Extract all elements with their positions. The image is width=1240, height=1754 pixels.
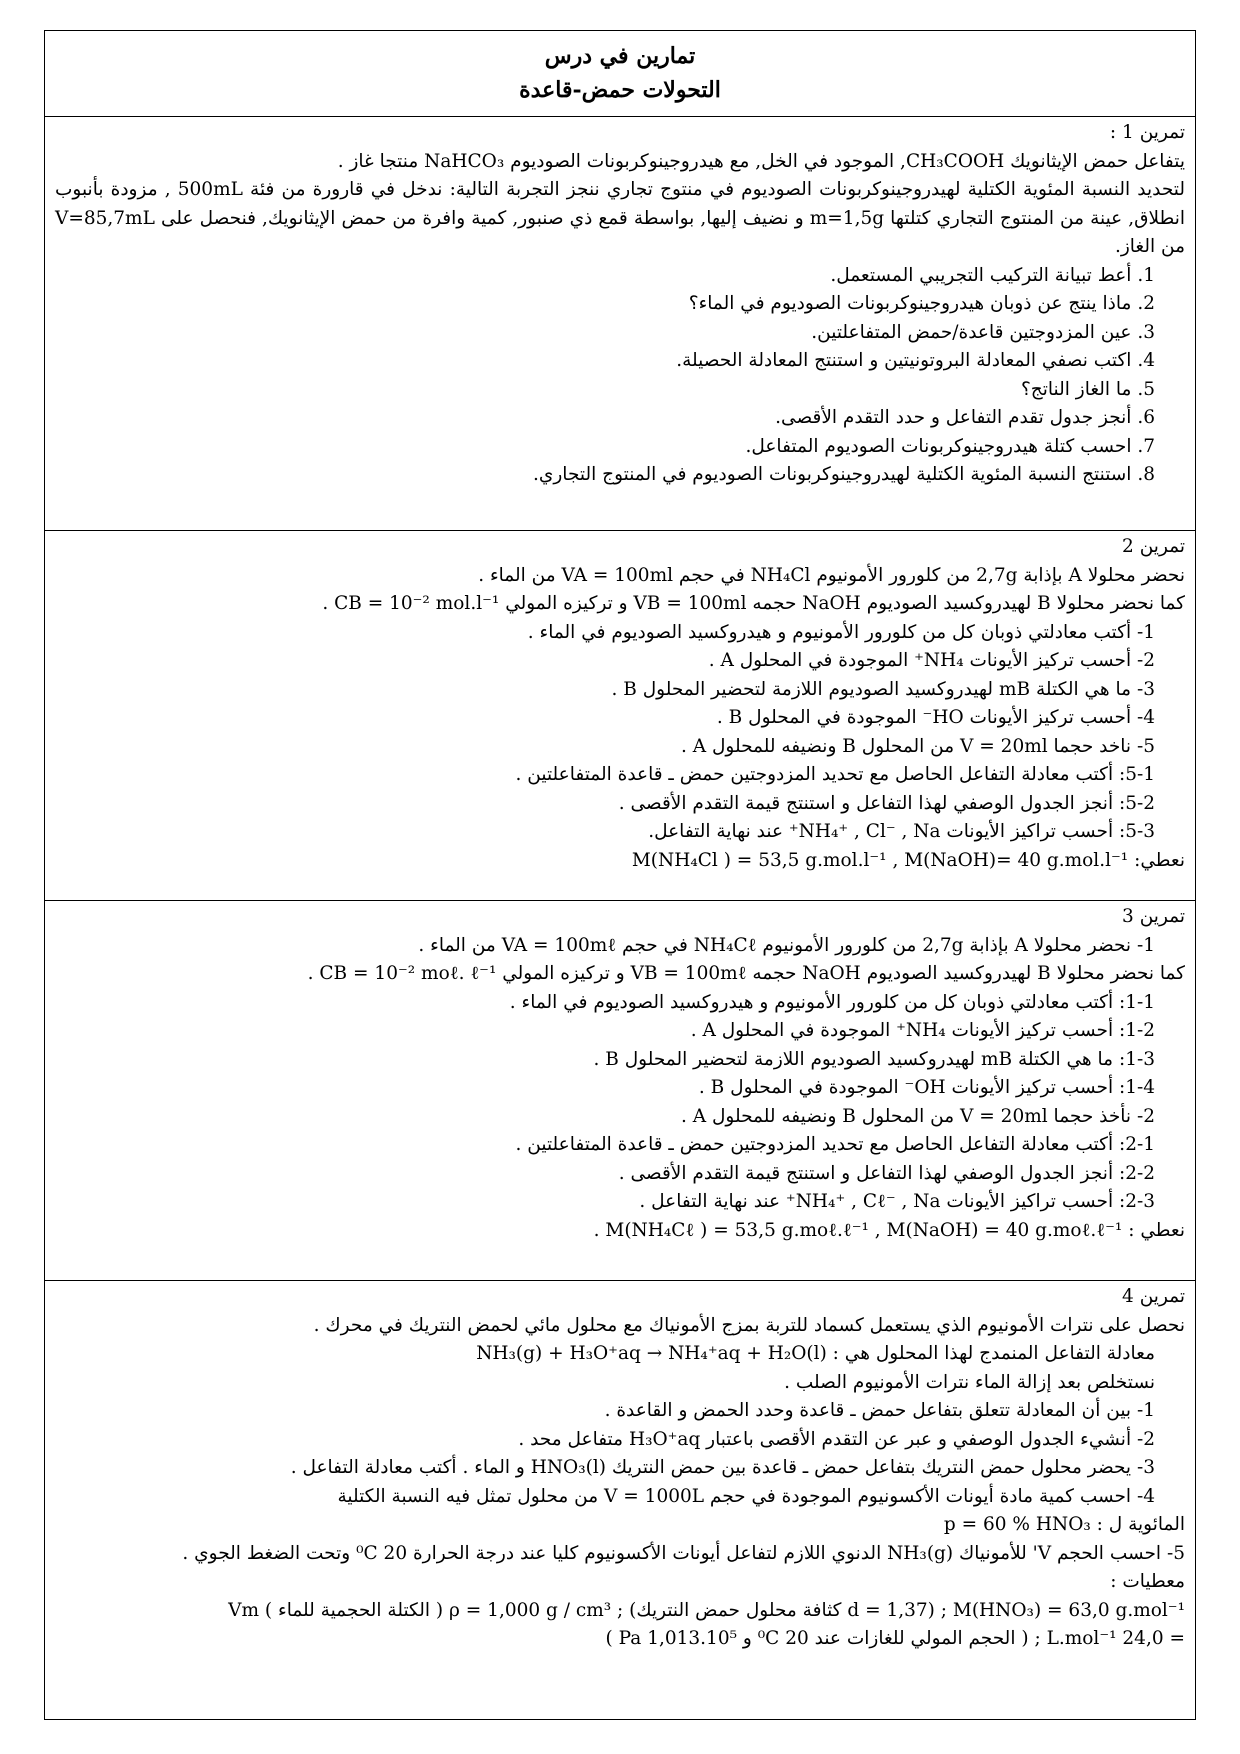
exercise-3-question: 1-1: أكتب معادلتي ذوبان كل من كلورور الأمونيوم و هيدروكسيد الصوديوم في الماء . bbox=[509, 991, 1155, 1013]
exercise-4-given-data: M(HNO₃) = 63,0 g.mol⁻¹ ; (d = 1,37 كثافة محلول حمض النتريك) ; ρ = 1,000 g / cm³ ( الكتلة الحجمية للماء ) Vm bbox=[228, 1599, 1185, 1621]
exercise-4-line: نحصل على نترات الأمونيوم الذي يستعمل كسماد للتربة بمزج الأمونياك مع محلول مائي لحمض النتريك في محرك . bbox=[313, 1314, 1185, 1336]
exercise-2-line: كما نحضر محلولا B لهيدروكسيد الصوديوم NaOH حجمه VB = 100ml و تركيزه المولي CB = 10⁻² mol.l⁻¹ . bbox=[322, 593, 1185, 614]
exercise-2-question: 2- أحسب تركيز الأيونات NH₄⁺ الموجودة في المحلول A . bbox=[708, 650, 1155, 671]
exercise-1-procedure: لتحديد النسبة المئوية الكتلية لهيدروجينوكربونات الصوديوم في منتوج تجاري ننجز التجربة التالية: ندخل في قارورة من فئة 500mL , مزودة بأنبوب انطلاق, عينة من المنتوج التجاري كتلتها m=1,5g و نضيف إليها, بواسطة قمع ذي صنبور, كمية وافرة من حمض الإيثانويك, فنحصل على V=85,7mL من الغاز. bbox=[55, 179, 1186, 257]
exercise-4 bbox=[45, 1281, 1195, 1721]
exercise-2-title: تمرين 2 bbox=[1122, 536, 1185, 557]
exercise-3-question: 2- نأخذ حجما V = 20ml من المحلول B ونضيفه للمحلول A . bbox=[680, 1105, 1155, 1127]
exercise-1-question: 5. ما الغاز الناتج؟ bbox=[1020, 378, 1155, 400]
exercise-2-question: 5-2: أنجز الجدول الوصفي لهذا التفاعل و استنتج قيمة التقدم الأقصى . bbox=[618, 792, 1155, 814]
exercise-4-question: 5- احسب الحجم V' للأمونياك NH₃(g) الدنوي اللازم لتفاعل أيونات الأكسونيوم كليا عند درجة الحرارة 20 ⁰C وتحت الضغط الجوي . bbox=[182, 1542, 1185, 1564]
exercise-4-line: نستخلص بعد إزالة الماء نترات الأمونيوم الصلب . bbox=[784, 1371, 1155, 1393]
exercise-1-question: 8. استنتج النسبة المئوية الكتلية لهيدروجينوكربونات الصوديوم في المنتوج التجاري. bbox=[533, 464, 1155, 485]
exercise-4-question: 1- بين أن المعادلة تتعلق بتفاعل حمض ـ قاعدة وحدد الحمض و القاعدة . bbox=[604, 1400, 1155, 1421]
exercise-1-title: تمرين 1 : bbox=[1109, 122, 1185, 143]
exercise-3-line: كما نحضر محلولا B لهيدروكسيد الصوديوم NaOH حجمه VB = 100mℓ و تركيزه المولي CB = 10⁻² moℓ. ℓ⁻¹ . bbox=[307, 963, 1185, 984]
document-frame bbox=[44, 30, 1196, 1720]
exercise-3-question: 2-2: أنجز الجدول الوصفي لهذا التفاعل و استنتج قيمة التقدم الأقصى . bbox=[618, 1162, 1155, 1184]
exercise-1-question: 3. عين المزدوجتين قاعدة/حمض المتفاعلتين. bbox=[811, 321, 1155, 343]
exercise-4-question: 2- أنشيء الجدول الوصفي و عبر عن التقدم الأقصى باعتبار H₃O⁺aq متفاعل محد . bbox=[518, 1428, 1155, 1450]
exercise-3-question: 1-2: أحسب تركيز الأيونات NH₄⁺ الموجودة في المحلول A . bbox=[690, 1020, 1155, 1041]
document-subtitle: التحولات حمض-قاعدة bbox=[519, 77, 721, 103]
exercise-4-equation: معادلة التفاعل المنمدج لهذا المحلول هي : NH₃(g) + H₃O⁺aq → NH₄⁺aq + H₂O(l) bbox=[476, 1343, 1155, 1364]
exercise-3-question: 2-3: أحسب تراكيز الأيونات NH₄⁺ , Cℓ⁻ , Na⁺ عند نهاية التفاعل . bbox=[639, 1191, 1155, 1212]
exercise-2 bbox=[45, 531, 1195, 901]
exercise-2-line: نحضر محلولا A بإذابة 2,7g من كلورور الأمونيوم NH₄Cl في حجم VA = 100ml من الماء . bbox=[478, 564, 1185, 586]
exercise-1-question: 4. اكتب نصفي المعادلة البروتونيتين و استنتج المعادلة الحصيلة. bbox=[676, 350, 1155, 371]
exercise-1 bbox=[45, 117, 1195, 531]
exercise-3-question: 1-3: ما هي الكتلة mB لهيدروكسيد الصوديوم اللازمة لتحضير المحلول B . bbox=[593, 1048, 1155, 1070]
exercise-4-given-label: معطيات : bbox=[1110, 1571, 1185, 1592]
exercise-1-question: 2. ماذا ينتج عن ذوبان هيدروجينوكربونات الصوديوم في الماء؟ bbox=[688, 293, 1155, 314]
exercise-4-given-data: = 24,0 L.mol⁻¹ ; ( الحجم المولي للغازات عند 20 ⁰C و 1,013.10⁵ Pa ) bbox=[605, 1628, 1185, 1649]
document-title: تمارين في درس bbox=[544, 43, 696, 69]
exercise-1-question: 7. احسب كتلة هيدروجينوكربونات الصوديوم المتفاعل. bbox=[745, 435, 1155, 457]
exercise-4-title: تمرين 4 bbox=[1122, 1286, 1185, 1307]
exercise-2-question: 4- أحسب تركيز الأيونات HO⁻ الموجودة في المحلول B . bbox=[716, 707, 1155, 728]
exercise-1-question: 1. أعط تبيانة التركيب التجريبي المستعمل. bbox=[830, 264, 1155, 286]
exercise-4-question: 4- احسب كمية مادة أيونات الأكسونيوم الموجودة في حجم V = 1000L من محلول تمثل فيه النسبة الكتلية bbox=[337, 1485, 1155, 1507]
exercise-2-question: 5-1: أكتب معادلة التفاعل الحاصل مع تحديد المزدوجتين حمض ـ قاعدة المتفاعلتين . bbox=[515, 764, 1155, 785]
exercise-1-question: 6. أنجز جدول تقدم التفاعل و حدد التقدم الأقصى. bbox=[775, 407, 1155, 428]
exercise-3 bbox=[45, 901, 1195, 1281]
exercise-3-title: تمرين 3 bbox=[1122, 906, 1185, 927]
exercise-2-question: 5-3: أحسب تراكيز الأيونات NH₄⁺ , Cl⁻ , Na⁺ عند نهاية التفاعل. bbox=[648, 821, 1155, 842]
exercise-3-question: 1-4: أحسب تركيز الأيونات OH⁻ الموجودة في المحلول B . bbox=[698, 1077, 1155, 1098]
document-header bbox=[45, 31, 1195, 117]
exercise-2-given-data: نعطي: M(NH₄Cl ) = 53,5 g.mol.l⁻¹ , M(NaOH)= 40 g.mol.l⁻¹ bbox=[631, 849, 1185, 871]
exercise-4-question: 3- يحضر محلول حمض النتريك بتفاعل حمض ـ قاعدة بين حمض النتريك HNO₃(l) و الماء . أكتب معادلة التفاعل . bbox=[290, 1457, 1155, 1478]
exercise-3-question: 2-1: أكتب معادلة التفاعل الحاصل مع تحديد المزدوجتين حمض ـ قاعدة المتفاعلتين . bbox=[515, 1134, 1155, 1155]
exercise-4-line: المائوية ل : p = 60 % HNO₃ bbox=[943, 1514, 1185, 1535]
exercise-3-line: 1- نحضر محلولا A بإذابة 2,7g من كلورور الأمونيوم NH₄Cℓ في حجم VA = 100mℓ من الماء . bbox=[418, 934, 1155, 956]
exercise-1-statement: يتفاعل حمض الإيثانويك CH₃COOH, الموجود في الخل, مع هيدروجينوكربونات الصوديوم NaHCO₃ منتجا غاز . bbox=[337, 150, 1185, 172]
exercise-3-given-data: نعطي : M(NH₄Cℓ ) = 53,5 g.moℓ.ℓ⁻¹ , M(NaOH) = 40 g.moℓ.ℓ⁻¹ . bbox=[593, 1219, 1185, 1241]
exercise-2-question: 1- أكتب معادلتي ذوبان كل من كلورور الأمونيوم و هيدروكسيد الصوديوم في الماء . bbox=[527, 621, 1155, 643]
exercise-2-question: 5- ناخد حجما V = 20ml من المحلول B ونضيفه للمحلول A . bbox=[680, 735, 1155, 757]
exercise-2-question: 3- ما هي الكتلة mB لهيدروكسيد الصوديوم اللازمة لتحضير المحلول B . bbox=[611, 678, 1155, 700]
